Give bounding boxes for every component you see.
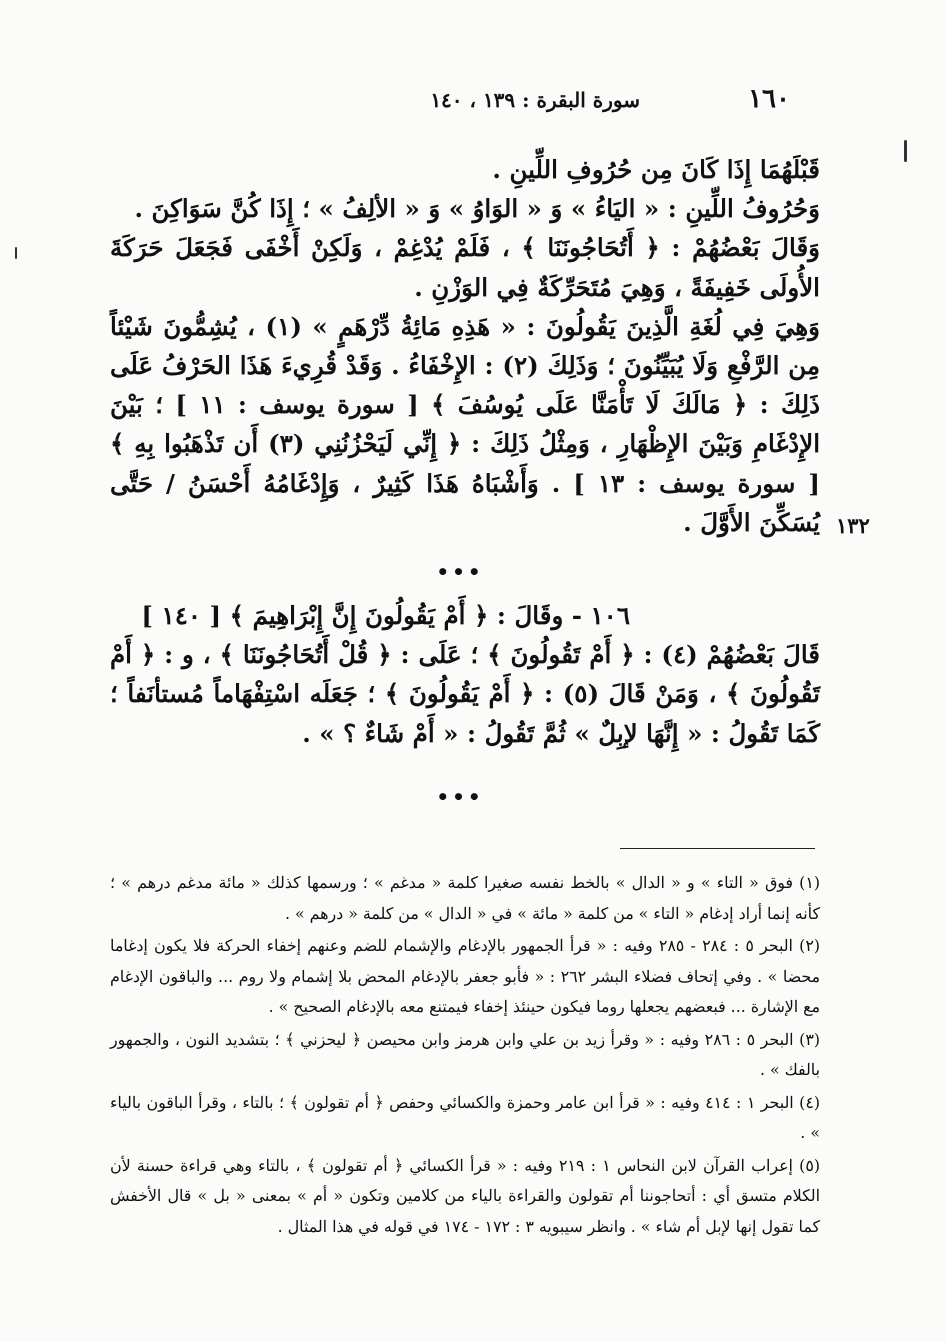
running-title: سورة البقرة : ١٣٩ ، ١٤٠: [430, 88, 640, 112]
text-paragraph: وَهِيَ فِي لُغَةِ الَّذِينَ يَقُولُونَ : « هَذِهِ مَائِةُ دِّرْهَمٍ » (١) ، يُشِمُّونَ شَيْئاً مِن الرَّفْعِ وَلَا يُبَيِّنُونَ ؛ وَذَلِكَ (٢) : الإِخْفَاءُ . وَقَدْ قُرِيءَ هَذَا الحَرْفُ عَلَى ذَلِكَ : ﴿ مَالَكَ لَا تَأْمَنَّا عَلَى يُوسُفَ ﴾ [ سورة يوسف : ١١ ] ؛ بَيْنَ الإِدْغَامِ وَبَيْنَ الإِظْهَارِ ، وَمِثْلُ ذَلِكَ : ﴿ إِنِّي لَيَحْزُنُنِي (٣) أَن تَذْهَبُوا بِهِ ﴾ [ سورة يوسف : ١٣ ] . وَأَشْبَاهُ هَذَا كَثِيرٌ ، وَإِدْغَامُهُ أَحْسَنُ / حَتَّى يُسَكِّنَ الأَوَّلَ .: [110, 311, 821, 537]
section-separator: •••: [436, 785, 484, 809]
page-number: ١٦٠: [748, 84, 790, 114]
margin-page-number: ١٣٢: [836, 513, 870, 538]
text-paragraph: وَقَالَ بَعْضُهُمْ : ﴿ أَتُحَاجُونَنَا ﴾ ، فَلَمْ يُدْغِمْ ، وَلَكِنْ أَخْفَى فَجَعَلَ حَرَكَةَ الأُولَى خَفِيفَةً ، وَهِيَ مُتَحَرِّكَةٌ فِي الوَزْنِ .: [110, 233, 820, 302]
footnotes: [110, 868, 820, 1244]
footnote: (٣) البحر ٥ : ٢٨٦ وفيه : « وقرأ زيد بن علي وابن هرمز وابن محيصن ﴿ ليحزني ﴾ ؛ بتشديد النون ، والجمهور بالفك » .: [110, 1029, 820, 1079]
footnote-rule: [620, 848, 815, 849]
section-text: قَالَ بَعْضُهُمْ (٤) : ﴿ أَمْ تَقُولُونَ ﴾ ؛ عَلَى : ﴿ قُلْ أَتُحَاجُونَنَا ﴾ ، و : ﴿ أَمْ تَقُولُونَ ﴾ ، وَمَنْ قَالَ (٥) : ﴿ أَمْ يَقُولُونَ ﴾ ؛ جَعَلَه اسْتِفْهَاماً مُستأنَفاً ؛ كَمَا تَقُولُ : « إِنَّهَا لإبِلٌ » ثُمَّ تَقُولُ : « أَمْ شَاءٌ ؟ » .: [110, 640, 820, 748]
section-106: [110, 596, 820, 753]
section-heading: ١٠٦ - وقَالَ : ﴿ أَمْ يَقُولُونَ إِنَّ إِبْرَاهِيمَ ﴾ [ ١٤٠ ]: [141, 601, 630, 630]
text-line: قَبْلَهُمَا إِذَا كَانَ مِن حُرُوفِ اللِّينِ .: [492, 155, 820, 184]
footnote: (٤) البحر ١ : ٤١٤ وفيه : « قرأ ابن عامر وحمزة والكسائي وحفص ﴿ أم تقولون ﴾ ؛ بالتاء ، وقرأ الباقون بالياء » .: [110, 1092, 821, 1142]
footnote: (٢) البحر ٥ : ٢٨٤ - ٢٨٥ وفيه : « قرأ الجمهور بالإدغام والإشمام للضم وعنهم إخفاء الحركة فلا يكون إدغاما محضا » . وفي إتحاف فضلاء البشر ٢٦٢ : « فأبو جعفر بالإدغام المحض بلا إشمام ولا روم ... والباقون الإدغام مع الإشارة ... فبعضهم يجعلها روما فيكون حينئذ إخفاء فيمتنع معه بالإدغام الصحيح » .: [110, 936, 821, 1016]
scan-mark: [15, 247, 17, 259]
scan-mark: [904, 140, 907, 162]
section-separator: •••: [436, 560, 484, 584]
footnote: (٥) إعراب القرآن لابن النحاس ١ : ٢١٩ وفيه : « قرأ الكسائي ﴿ أم تقولون ﴾ ، بالتاء وهي قراءة حسنة لأن الكلام متسق أي : أتحاجوننا أم تقولون والقراءة بالياء من كلامين وتكون « أم » بمعنى « بل » قال الأخفش كما تقول إنها لإبل أم شاء » . وانظر سيبويه ٣ : ١٧٢ - ١٧٤ في قوله في هذا المثال .: [110, 1155, 821, 1236]
footnote: (١) فوق « التاء » و « الدال » بالخط نفسه صغيرا كلمة « مدغم » ؛ ورسمها كذلك « مائة مدغم درهم » ؛ كأنه إنما أراد إدغام « التاء » من كلمة « مائة » في « الدال » من كلمة « درهم » .: [110, 873, 820, 923]
text-line: وَحُرُوفُ اللِّينِ : « اليَاءُ » وَ « الوَاوُ » وَ « الألِفُ » ؛ إِذَا كُنَّ سَوَاكِنَ .: [134, 194, 820, 224]
main-text: [110, 150, 820, 542]
page-header: [100, 84, 790, 118]
